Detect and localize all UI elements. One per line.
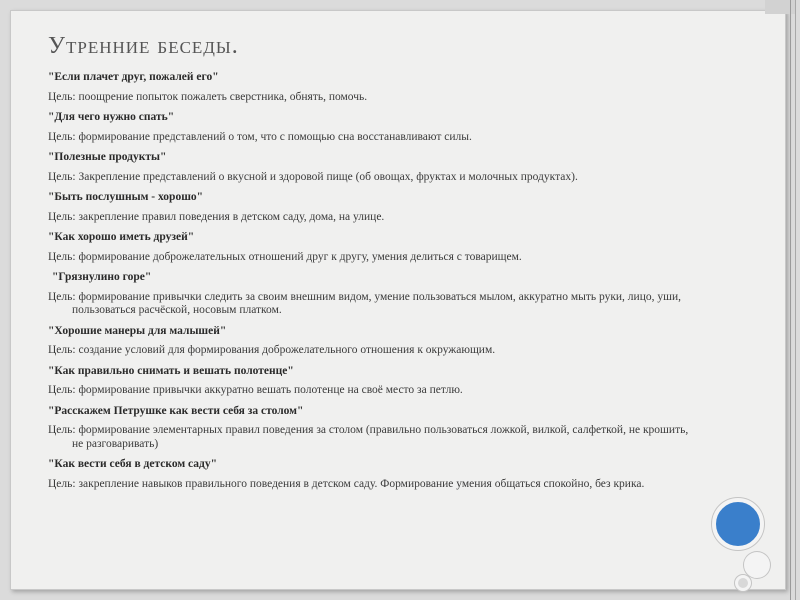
topic-goal: Цель: закрепление правил поведения в детском саду, дома, на улице.: [48, 210, 385, 223]
topic-heading: "Быть послушным - хорошо": [48, 191, 204, 203]
topic-heading: "Если плачет друг, пожалей его": [48, 71, 219, 83]
decorative-white-circle: [744, 552, 770, 578]
topic-goal: Цель: закрепление навыков правильного поведения в детском саду. Формирование умения общаться спокойно, без крика.: [48, 477, 645, 490]
topic-goal: Цель: формирование представлений о том, что с помощью сна восстанавливают силы.: [48, 130, 472, 143]
topic-goal: Цель: формирование элементарных правил поведения за столом (правильно пользоваться ложкой, вилкой, салфеткой, не крошить, не разговаривать): [48, 424, 689, 450]
topic-goal: Цель: Закрепление представлений о вкусной и здоровой пище (об овощах, фруктах и молочных продуктах).: [48, 170, 578, 183]
topic-goal: Цель: формирование привычки следить за своим внешним видом, умение пользоваться мылом, аккуратно мыть руки, лицо, уши, пользоваться расчёской, носовым платком.: [48, 290, 681, 316]
decorative-vertical-line-thin: [795, 0, 796, 600]
slide-content: [48, 71, 698, 498]
topic-goal: Цель: создание условий для формирования доброжелательного отношения к окружающим.: [48, 344, 496, 356]
topic-heading: "Хорошие манеры для малышей": [48, 324, 227, 337]
topic-heading: "Как вести себя в детском саду": [48, 458, 218, 470]
topic-heading: "Грязнулино горе": [52, 271, 152, 283]
topic-heading: "Полезные продукты": [48, 151, 167, 163]
topic-heading: "Как хорошо иметь друзей": [48, 231, 195, 243]
topic-heading: "Для чего нужно спать": [48, 111, 175, 123]
slide-title: Утренние беседы.: [48, 33, 239, 59]
topic-goal: Цель: формирование привычки аккуратно вешать полотенце на своё место за петлю.: [48, 384, 463, 396]
decorative-blue-circle: [712, 498, 764, 550]
topic-heading: "Как правильно снимать и вешать полотенце": [48, 364, 294, 377]
topic-goal: Цель: поощрение попыток пожалеть сверстника, обнять, помочь.: [48, 90, 368, 103]
decorative-vertical-line: [790, 0, 791, 600]
decorative-grey-circle: [735, 575, 751, 591]
topic-heading: "Расскажем Петрушке как вести себя за столом": [48, 404, 304, 417]
topic-goal: Цель: формирование доброжелательных отношений друг к другу, умения делиться с товарищем.: [48, 250, 522, 263]
